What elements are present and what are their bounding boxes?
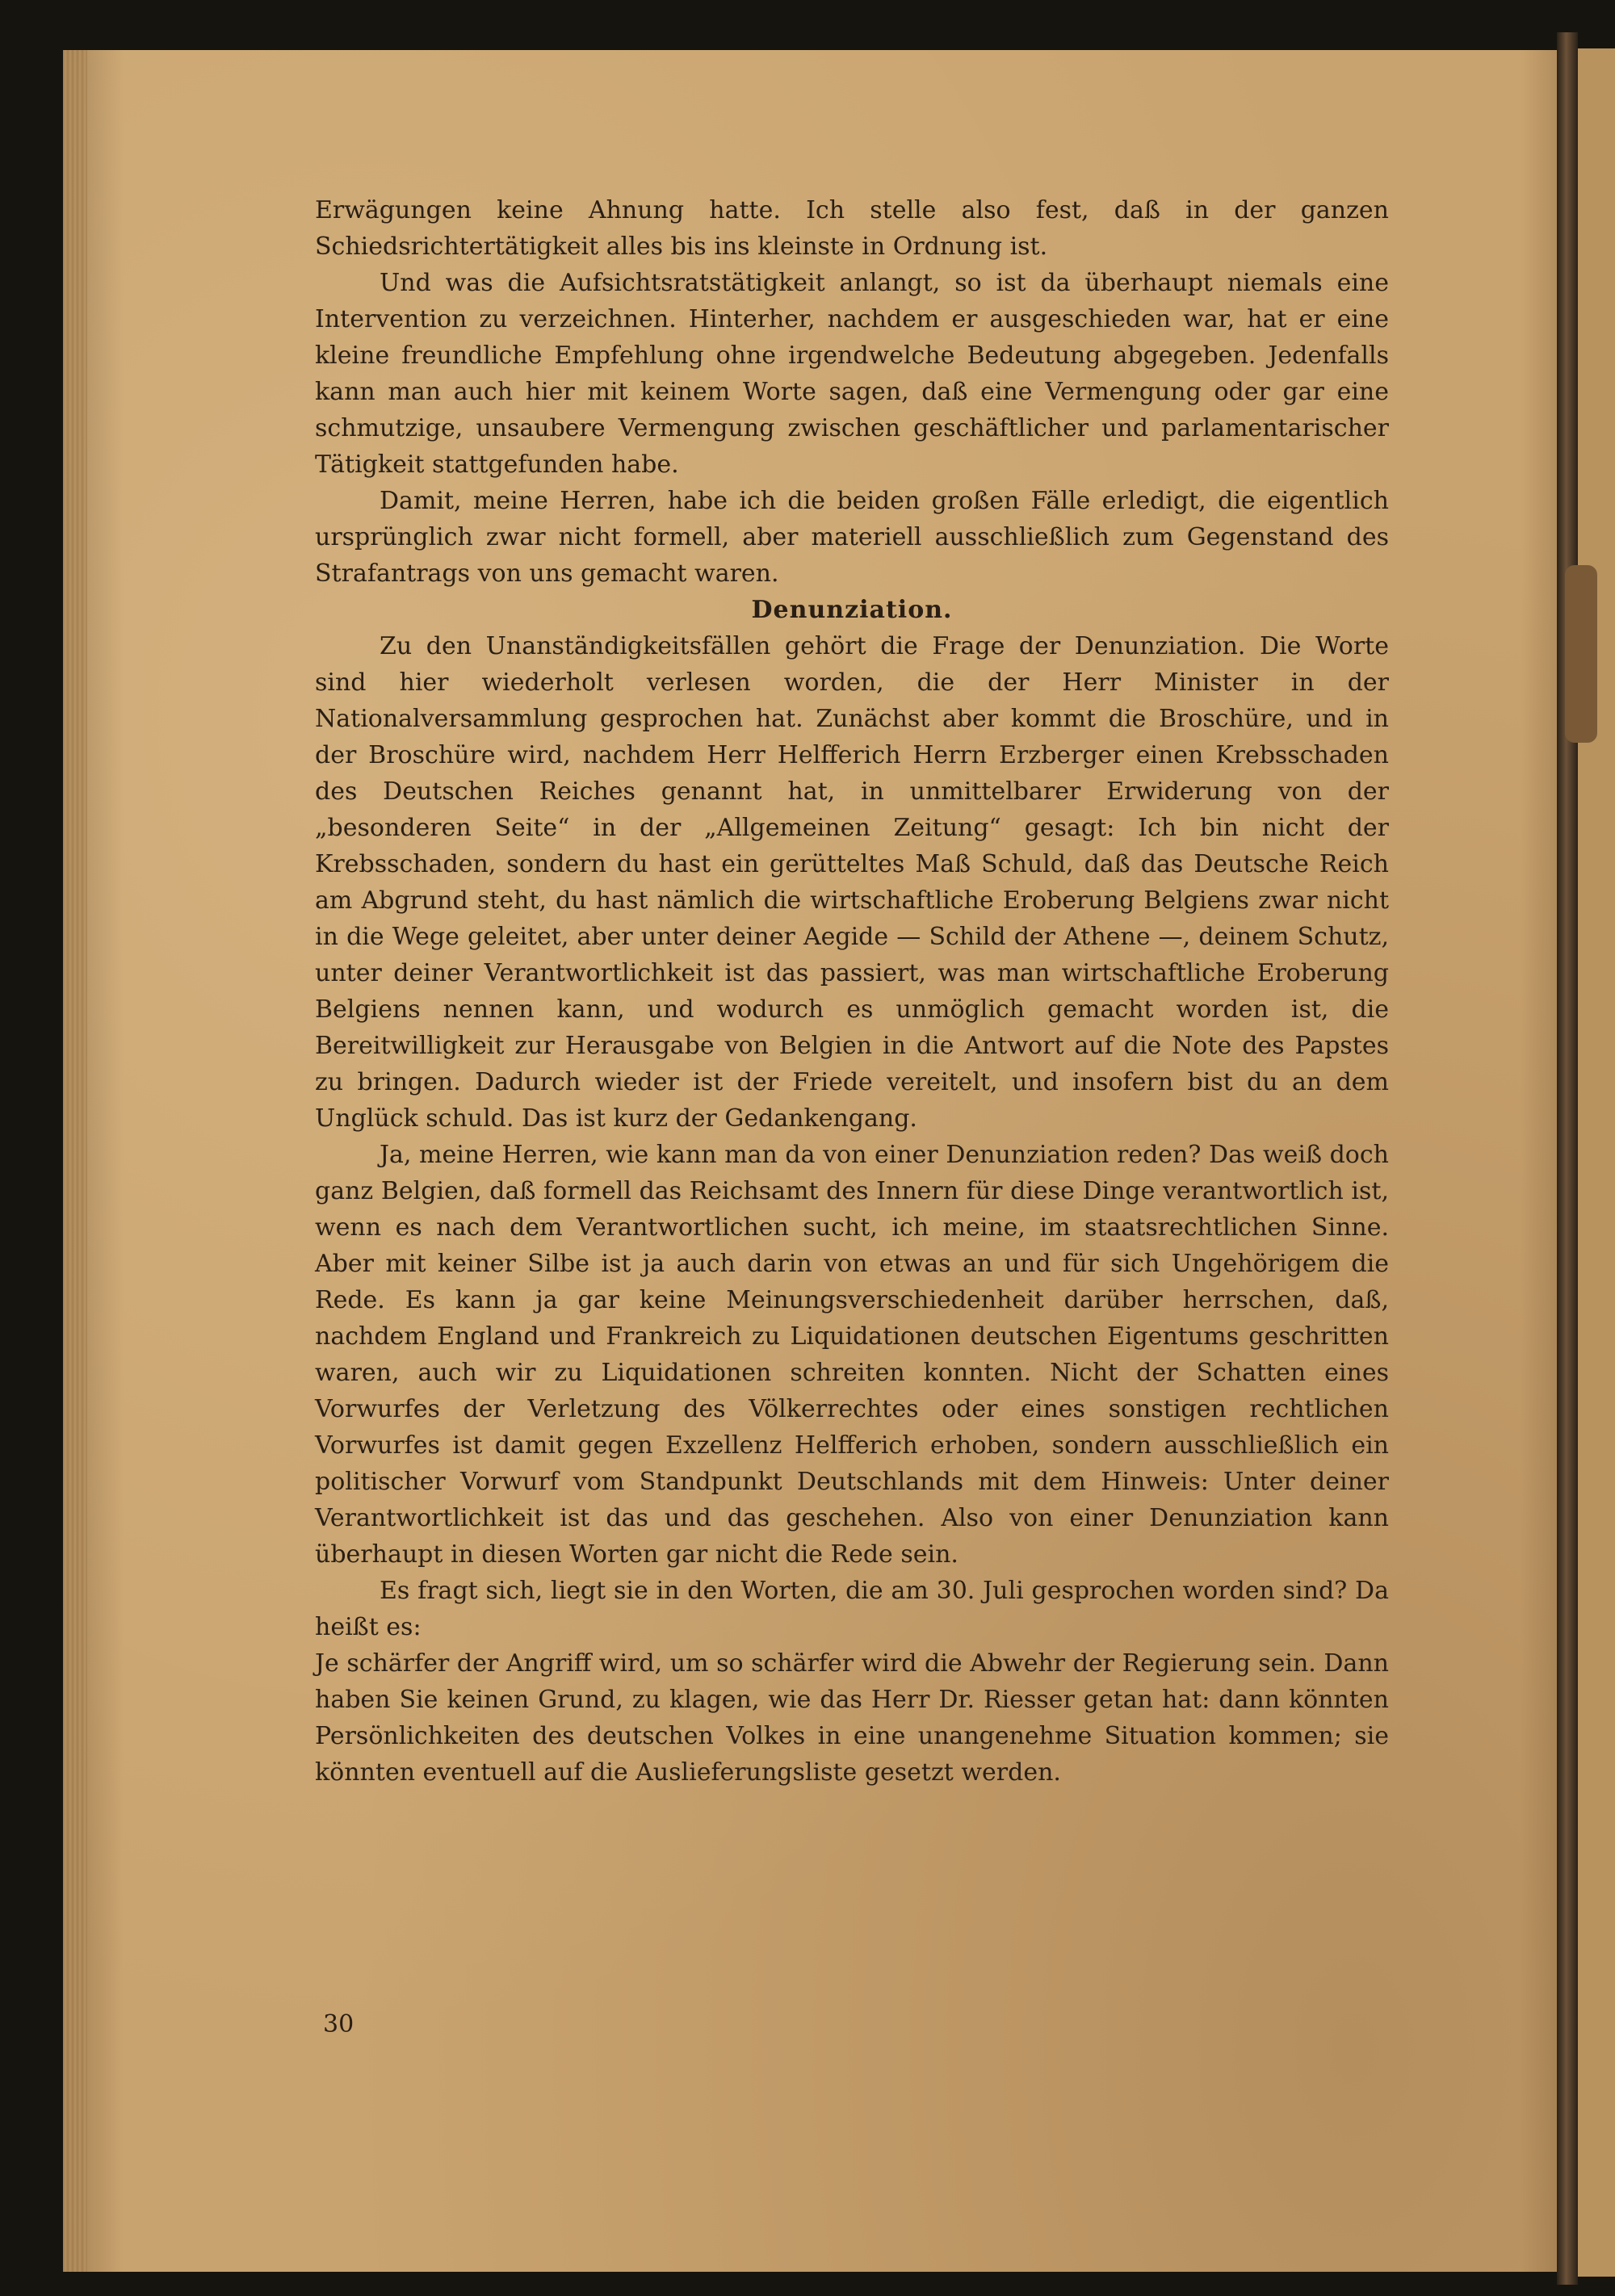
paragraph-2: Und was die Aufsichtsratstätigkeit anlangt, so ist da überhaupt niemals eine Intervention zu verzeichnen. Hinterher, nachdem er ausgeschieden war, hat er eine kleine freundliche Empfehlung ohne irgendwelche Bedeutung abgegeben. Jedenfalls kann man auch hier mit keinem Worte sagen, daß eine Vermengung oder gar eine schmutzige, unsaubere Vermengung zwischen geschäftlicher und parlamentarischer Tätigkeit stattgefunden habe. — [315, 269, 1389, 479]
paragraph-5: Ja, meine Herren, wie kann man da von einer Denunziation reden? Das weiß doch ganz Belgien, daß formell das Reichsamt des Innern für diese Dinge verantwortlich ist, wenn es nach dem Verantwortlichen sucht, ich meine, im staatsrechtlichen Sinne. Aber mit keiner Silbe ist ja auch darin von etwas an und für sich Ungehörigem die Rede. Es kann ja gar keine Meinungsverschiedenheit darüber herrschen, daß, nachdem England und Frankreich zu Liquidationen deutschen Eigentums geschritten waren, auch wir zu Liquidationen schreiten konnten. Nicht der Schatten eines Vorwurfes der Verletzung des Völkerrechtes oder eines sonstigen rechtlichen Vorwurfes ist damit gegen Exzellenz Helfferich erhoben, sondern ausschließlich ein politischer Vorwurf vom Standpunkt Deutschlands mit dem Hinweis: Unter deiner Verantwortlichkeit ist das und das geschehen. Also von einer Denunziation kann überhaupt in diesen Worten gar nicht die Rede sein. — [315, 1141, 1389, 1569]
paragraph-4: Zu den Unanständigkeitsfällen gehört die Frage der Denunziation. Die Worte sind hier wiederholt verlesen worden, die der Herr Minister in der Nationalversammlung gesprochen hat. Zunächst aber kommt die Broschüre, und in der Broschüre wird, nachdem Herr Helfferich Herrn Erzberger einen Krebsschaden des Deutschen Reiches genannt hat, in unmittelbarer Erwiderung von der „besonderen Seite“ in der „Allgemeinen Zeitung“ gesagt: Ich bin nicht der Krebsschaden, sondern du hast ein gerütteltes Maß Schuld, daß das Deutsche Reich am Abgrund steht, du hast nämlich die wirtschaftliche Eroberung Belgiens zwar nicht in die Wege geleitet, aber unter deiner Aegide — Schild der Athene —, deinem Schutz, unter deiner Verantwortlichkeit ist das passiert, was man wirtschaftliche Eroberung Belgiens nennen kann, und wodurch es unmöglich gemacht worden ist, die Bereitwilligkeit zur Herausgabe von Belgien in die Antwort auf die Note des Papstes zu bringen. Dadurch wieder ist der Friede vereitelt, und insofern bist du an dem Unglück schuld. Das ist kurz der Gedankengang. — [315, 632, 1389, 1133]
block-quote: Je schärfer der Angriff wird, um so schärfer wird die Abwehr der Regierung sein. Dann haben Sie keinen Grund, zu klagen, wie das Herr Dr. Riesser getan hat: dann könnten Persönlichkeiten des deutschen Volkes in eine unangenehme Situation kommen; sie könnten eventuell auf die Auslieferungsliste gesetzt werden. — [315, 1649, 1389, 1787]
section-heading: Denunziation. — [751, 596, 953, 624]
page-edge — [63, 50, 87, 2272]
page-text — [315, 192, 1389, 1791]
paragraph-6: Es fragt sich, liegt sie in den Worten, die am 30. Juli gesprochen worden sind? Da heißt es: — [315, 1577, 1389, 1641]
paragraph-3: Damit, meine Herren, habe ich die beiden großen Fälle erledigt, die eigentlich ursprünglich zwar nicht formell, aber materiell ausschließlich zum Gegenstand des Strafantrags von uns gemacht waren. — [315, 487, 1389, 588]
book-gutter — [1557, 32, 1578, 2285]
spine-damage — [1565, 565, 1597, 743]
page-number: 30 — [323, 2010, 354, 2038]
facing-page-edge — [1578, 48, 1615, 2277]
paragraph-1: Erwägungen keine Ahnung hatte. Ich stelle also fest, daß in der ganzen Schiedsrichtertätigkeit alles bis ins kleinste in Ordnung ist. — [315, 196, 1389, 261]
